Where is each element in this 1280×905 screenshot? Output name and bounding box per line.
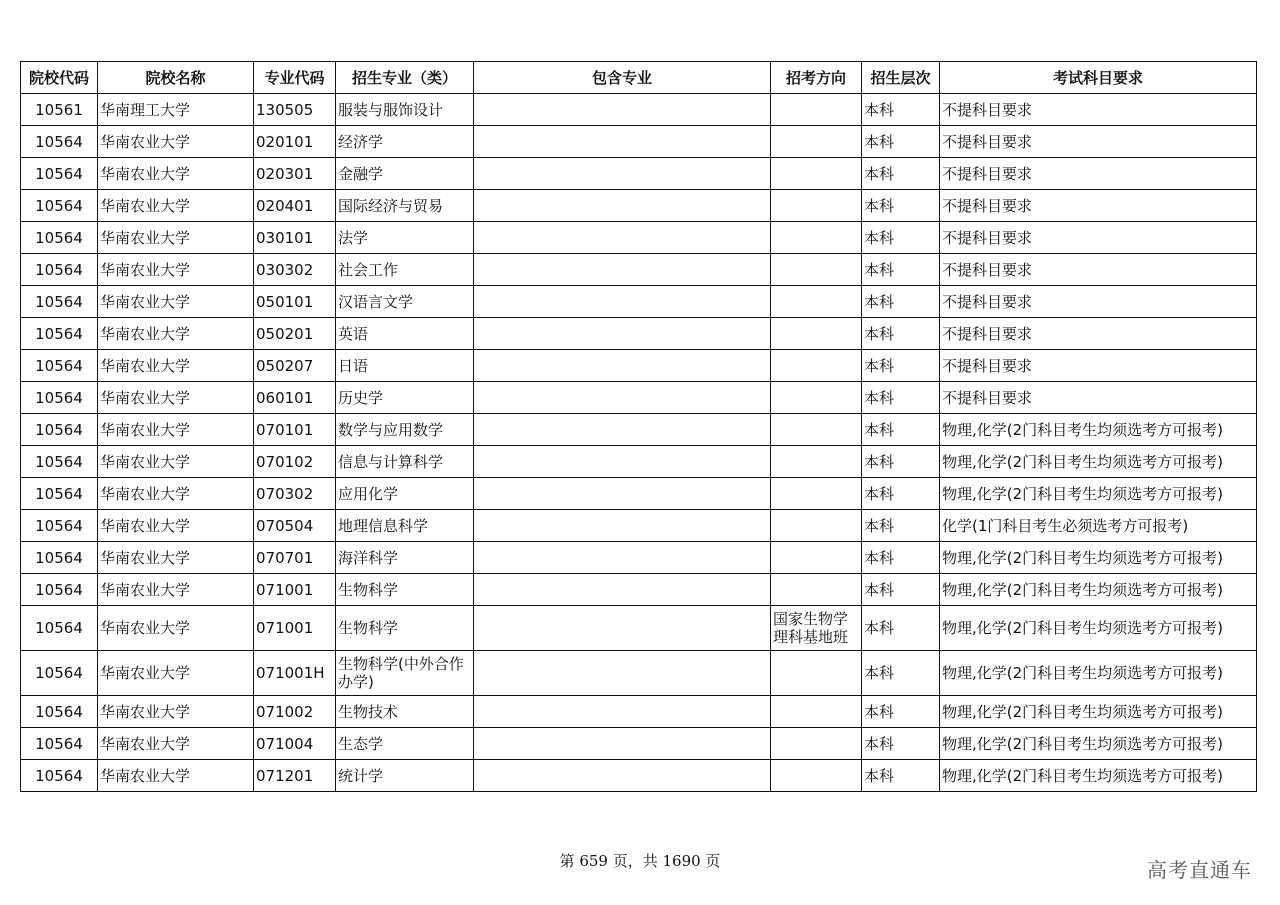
cell-included-majors [474, 190, 771, 222]
table-row [21, 94, 1257, 126]
page-number: 第 659 页，共 1690 页 [559, 852, 721, 870]
cell-direction [771, 414, 862, 446]
cell-direction [771, 94, 862, 126]
cell-included-majors [474, 728, 771, 760]
header-direction: 招考方向 [771, 62, 862, 94]
cell-school-code: 10564 [21, 446, 98, 478]
cell-direction [771, 126, 862, 158]
cell-direction [771, 222, 862, 254]
cell-major: 日语 [336, 350, 474, 382]
cell-school-code: 10564 [21, 286, 98, 318]
cell-subject-requirement: 物理,化学(2门科目考生均须选考方可报考) [940, 760, 1257, 792]
cell-subject-requirement: 不提科目要求 [940, 158, 1257, 190]
cell-direction [771, 542, 862, 574]
cell-subject-requirement: 物理,化学(2门科目考生均须选考方可报考) [940, 696, 1257, 728]
cell-direction [771, 510, 862, 542]
cell-direction [771, 651, 862, 696]
cell-subject-requirement: 不提科目要求 [940, 94, 1257, 126]
cell-major-code: 070101 [254, 414, 336, 446]
cell-major: 数学与应用数学 [336, 414, 474, 446]
cell-level: 本科 [862, 478, 940, 510]
table-row [21, 574, 1257, 606]
cell-subject-requirement: 不提科目要求 [940, 126, 1257, 158]
cell-school-name: 华南农业大学 [98, 254, 254, 286]
cell-major: 地理信息科学 [336, 510, 474, 542]
cell-school-name: 华南农业大学 [98, 606, 254, 651]
cell-included-majors [474, 696, 771, 728]
table-row [21, 510, 1257, 542]
cell-level: 本科 [862, 190, 940, 222]
cell-level: 本科 [862, 542, 940, 574]
cell-major-code: 130505 [254, 94, 336, 126]
cell-subject-requirement: 不提科目要求 [940, 254, 1257, 286]
cell-major-code: 071001 [254, 606, 336, 651]
cell-major-code: 071201 [254, 760, 336, 792]
cell-level: 本科 [862, 126, 940, 158]
cell-school-name: 华南农业大学 [98, 478, 254, 510]
cell-school-name: 华南农业大学 [98, 542, 254, 574]
table-row [21, 651, 1257, 696]
cell-major-code: 050101 [254, 286, 336, 318]
cell-included-majors [474, 478, 771, 510]
cell-included-majors [474, 574, 771, 606]
cell-subject-requirement: 不提科目要求 [940, 350, 1257, 382]
cell-school-name: 华南农业大学 [98, 696, 254, 728]
table-row [21, 350, 1257, 382]
table-row [21, 126, 1257, 158]
cell-subject-requirement: 不提科目要求 [940, 382, 1257, 414]
cell-major-code: 020101 [254, 126, 336, 158]
table-row [21, 728, 1257, 760]
cell-major: 生物技术 [336, 696, 474, 728]
cell-level: 本科 [862, 414, 940, 446]
cell-level: 本科 [862, 606, 940, 651]
cell-level: 本科 [862, 382, 940, 414]
cell-school-code: 10564 [21, 126, 98, 158]
cell-direction [771, 318, 862, 350]
cell-major: 经济学 [336, 126, 474, 158]
cell-school-name: 华南农业大学 [98, 414, 254, 446]
table-body [21, 94, 1257, 792]
cell-school-code: 10564 [21, 542, 98, 574]
cell-direction [771, 286, 862, 318]
cell-direction [771, 254, 862, 286]
cell-direction [771, 382, 862, 414]
table-row [21, 414, 1257, 446]
cell-school-code: 10564 [21, 728, 98, 760]
cell-major: 法学 [336, 222, 474, 254]
cell-school-name: 华南农业大学 [98, 574, 254, 606]
cell-major-code: 071001 [254, 574, 336, 606]
cell-major: 生物科学 [336, 574, 474, 606]
cell-included-majors [474, 318, 771, 350]
cell-major: 历史学 [336, 382, 474, 414]
cell-school-code: 10564 [21, 696, 98, 728]
header-row [21, 62, 1257, 94]
table-row [21, 286, 1257, 318]
table-row [21, 606, 1257, 651]
cell-direction: 国家生物学理科基地班 [771, 606, 862, 651]
cell-level: 本科 [862, 350, 940, 382]
table-row [21, 760, 1257, 792]
cell-direction [771, 158, 862, 190]
cell-school-name: 华南农业大学 [98, 190, 254, 222]
cell-major-code: 070302 [254, 478, 336, 510]
cell-school-code: 10564 [21, 760, 98, 792]
cell-direction [771, 696, 862, 728]
cell-direction [771, 574, 862, 606]
cell-subject-requirement: 物理,化学(2门科目考生均须选考方可报考) [940, 446, 1257, 478]
table-row [21, 254, 1257, 286]
cell-subject-requirement: 物理,化学(2门科目考生均须选考方可报考) [940, 728, 1257, 760]
cell-school-name: 华南农业大学 [98, 510, 254, 542]
cell-included-majors [474, 414, 771, 446]
cell-included-majors [474, 510, 771, 542]
header-level: 招生层次 [862, 62, 940, 94]
table-row [21, 478, 1257, 510]
cell-direction [771, 350, 862, 382]
cell-included-majors [474, 286, 771, 318]
cell-major: 英语 [336, 318, 474, 350]
cell-school-code: 10564 [21, 606, 98, 651]
cell-level: 本科 [862, 94, 940, 126]
cell-included-majors [474, 126, 771, 158]
cell-subject-requirement: 物理,化学(2门科目考生均须选考方可报考) [940, 606, 1257, 651]
cell-major-code: 071004 [254, 728, 336, 760]
cell-major: 服装与服饰设计 [336, 94, 474, 126]
cell-subject-requirement: 物理,化学(2门科目考生均须选考方可报考) [940, 414, 1257, 446]
cell-major: 生物科学(中外合作办学) [336, 651, 474, 696]
cell-subject-requirement: 物理,化学(2门科目考生均须选考方可报考) [940, 651, 1257, 696]
cell-school-code: 10564 [21, 222, 98, 254]
cell-subject-requirement: 物理,化学(2门科目考生均须选考方可报考) [940, 574, 1257, 606]
cell-school-name: 华南农业大学 [98, 350, 254, 382]
table-row [21, 382, 1257, 414]
cell-direction [771, 728, 862, 760]
cell-major-code: 020401 [254, 190, 336, 222]
cell-included-majors [474, 350, 771, 382]
header-school-name: 院校名称 [98, 62, 254, 94]
cell-school-name: 华南农业大学 [98, 126, 254, 158]
cell-school-code: 10564 [21, 350, 98, 382]
cell-subject-requirement: 不提科目要求 [940, 190, 1257, 222]
cell-included-majors [474, 446, 771, 478]
cell-included-majors [474, 382, 771, 414]
header-included-majors: 包含专业 [474, 62, 771, 94]
cell-school-code: 10564 [21, 254, 98, 286]
cell-school-name: 华南农业大学 [98, 651, 254, 696]
cell-level: 本科 [862, 574, 940, 606]
cell-level: 本科 [862, 510, 940, 542]
cell-school-name: 华南农业大学 [98, 760, 254, 792]
cell-school-name: 华南农业大学 [98, 286, 254, 318]
table-row [21, 542, 1257, 574]
cell-subject-requirement: 物理,化学(2门科目考生均须选考方可报考) [940, 478, 1257, 510]
cell-direction [771, 190, 862, 222]
cell-school-code: 10564 [21, 190, 98, 222]
cell-school-code: 10564 [21, 574, 98, 606]
cell-major: 统计学 [336, 760, 474, 792]
watermark-logo: 高考直通车 [1147, 858, 1252, 882]
header-subject-requirement: 考试科目要求 [940, 62, 1257, 94]
cell-school-name: 华南农业大学 [98, 728, 254, 760]
cell-level: 本科 [862, 728, 940, 760]
cell-major-code: 070504 [254, 510, 336, 542]
cell-included-majors [474, 606, 771, 651]
cell-major-code: 050207 [254, 350, 336, 382]
cell-major: 金融学 [336, 158, 474, 190]
cell-major: 信息与计算科学 [336, 446, 474, 478]
cell-school-code: 10564 [21, 382, 98, 414]
cell-school-code: 10564 [21, 158, 98, 190]
table-row [21, 222, 1257, 254]
cell-included-majors [474, 94, 771, 126]
cell-subject-requirement: 不提科目要求 [940, 318, 1257, 350]
cell-major: 国际经济与贸易 [336, 190, 474, 222]
cell-level: 本科 [862, 158, 940, 190]
cell-school-name: 华南农业大学 [98, 446, 254, 478]
cell-level: 本科 [862, 760, 940, 792]
cell-school-name: 华南农业大学 [98, 222, 254, 254]
cell-school-name: 华南农业大学 [98, 382, 254, 414]
cell-direction [771, 760, 862, 792]
cell-school-name: 华南理工大学 [98, 94, 254, 126]
cell-major-code: 060101 [254, 382, 336, 414]
cell-subject-requirement: 不提科目要求 [940, 286, 1257, 318]
table-row [21, 318, 1257, 350]
cell-school-code: 10564 [21, 318, 98, 350]
cell-major-code: 020301 [254, 158, 336, 190]
cell-level: 本科 [862, 286, 940, 318]
cell-major-code: 071002 [254, 696, 336, 728]
cell-major: 社会工作 [336, 254, 474, 286]
cell-major-code: 071001H [254, 651, 336, 696]
cell-major-code: 030302 [254, 254, 336, 286]
cell-level: 本科 [862, 696, 940, 728]
cell-major: 生物科学 [336, 606, 474, 651]
cell-level: 本科 [862, 222, 940, 254]
cell-subject-requirement: 物理,化学(2门科目考生均须选考方可报考) [940, 542, 1257, 574]
admission-table [20, 61, 1257, 792]
cell-school-code: 10564 [21, 414, 98, 446]
cell-level: 本科 [862, 318, 940, 350]
cell-major: 汉语言文学 [336, 286, 474, 318]
cell-school-name: 华南农业大学 [98, 318, 254, 350]
cell-included-majors [474, 651, 771, 696]
header-major: 招生专业（类） [336, 62, 474, 94]
table-row [21, 446, 1257, 478]
cell-included-majors [474, 254, 771, 286]
cell-level: 本科 [862, 651, 940, 696]
header-school-code: 院校代码 [21, 62, 98, 94]
cell-major-code: 030101 [254, 222, 336, 254]
cell-major: 海洋科学 [336, 542, 474, 574]
cell-subject-requirement: 不提科目要求 [940, 222, 1257, 254]
table-row [21, 696, 1257, 728]
cell-included-majors [474, 158, 771, 190]
cell-included-majors [474, 760, 771, 792]
cell-included-majors [474, 222, 771, 254]
cell-level: 本科 [862, 254, 940, 286]
cell-major: 生态学 [336, 728, 474, 760]
cell-included-majors [474, 542, 771, 574]
cell-direction [771, 446, 862, 478]
cell-school-code: 10564 [21, 651, 98, 696]
table-row [21, 158, 1257, 190]
cell-direction [771, 478, 862, 510]
cell-major-code: 050201 [254, 318, 336, 350]
cell-major-code: 070102 [254, 446, 336, 478]
header-major-code: 专业代码 [254, 62, 336, 94]
cell-school-code: 10561 [21, 94, 98, 126]
cell-subject-requirement: 化学(1门科目考生必须选考方可报考) [940, 510, 1257, 542]
cell-major-code: 070701 [254, 542, 336, 574]
cell-school-name: 华南农业大学 [98, 158, 254, 190]
cell-school-code: 10564 [21, 510, 98, 542]
cell-level: 本科 [862, 446, 940, 478]
cell-school-code: 10564 [21, 478, 98, 510]
table-row [21, 190, 1257, 222]
cell-major: 应用化学 [336, 478, 474, 510]
